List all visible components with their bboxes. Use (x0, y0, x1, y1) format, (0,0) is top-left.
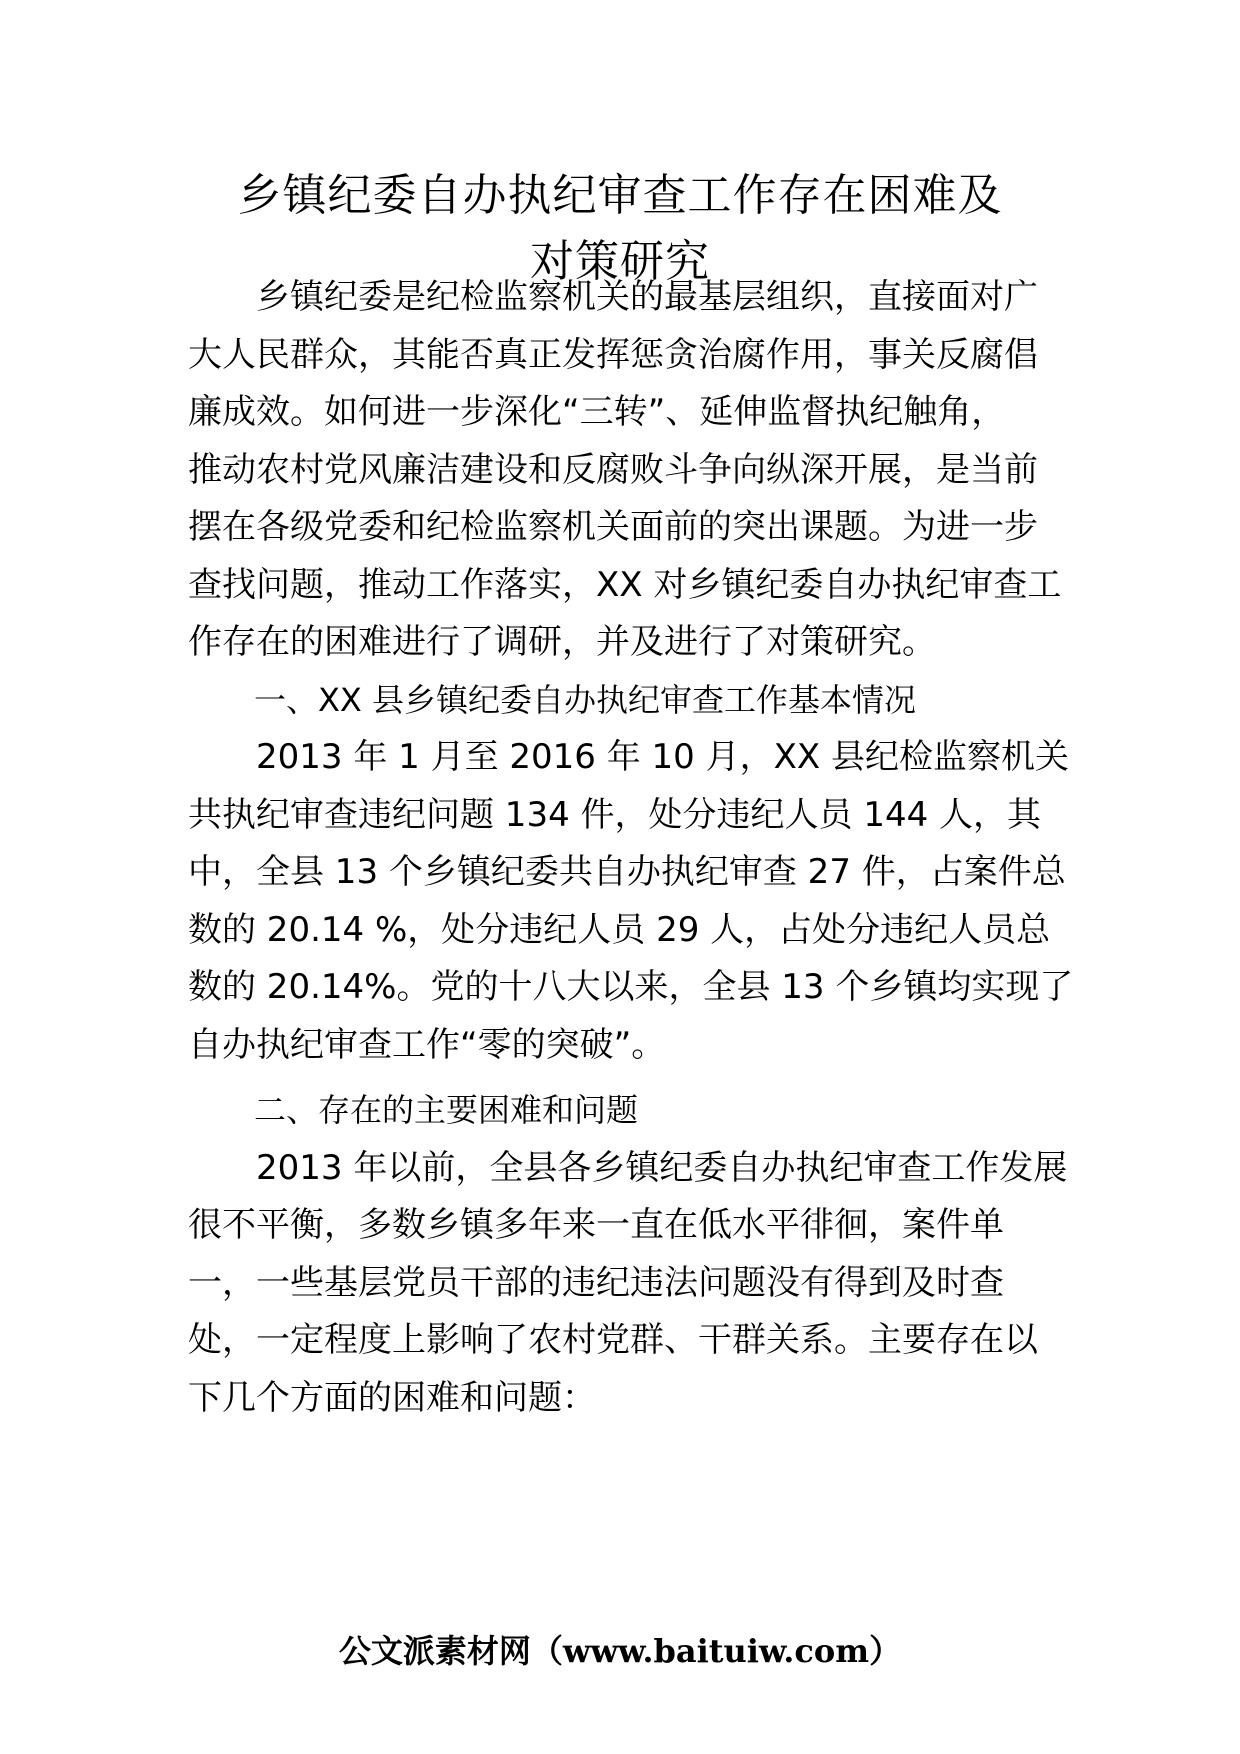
document-title-line-2: 对策研究 (530, 236, 710, 287)
section-2-line: 处，一定程度上影响了农村党群、干群关系。主要存在以 (188, 1320, 1038, 1360)
section-2-heading: 二、存在的主要困难和问题 (254, 1091, 639, 1129)
section-1-heading: 一、XX 县乡镇纪委自办执纪审查工作基本情况 (254, 681, 917, 719)
section-2-line: 一，一些基层党员干部的违纪违法问题没有得到及时查 (188, 1263, 1004, 1303)
section-1-line: 中，全县 13 个乡镇纪委共自办执纪审查 27 件，占案件总 (188, 852, 1066, 892)
intro-line: 作存在的困难进行了调研，并及进行了对策研究。 (188, 622, 936, 662)
intro-line: 摆在各级党委和纪检监察机关面前的突出课题。为进一步 (188, 507, 1038, 547)
section-2-line: 下几个方面的困难和问题： (188, 1378, 596, 1418)
intro-line: 廉成效。如何进一步深化“三转”、延伸监督执纪触角， (188, 392, 1006, 432)
document-title-line-1: 乡镇纪委自办执纪审查工作存在困难及 (237, 170, 1003, 221)
intro-line: 推动农村党风廉洁建设和反腐败斗争向纵深开展，是当前 (188, 450, 1038, 490)
section-2-line: 很不平衡，多数乡镇多年来一直在低水平徘徊，案件单 (188, 1205, 1004, 1245)
section-2-line: 2013 年以前，全县各乡镇纪委自办执纪审查工作发展 (188, 1148, 1068, 1188)
section-1-line: 2013 年 1 月至 2016 年 10 月，XX 县纪检监察机关 (188, 737, 1069, 777)
section-1-line: 自办执纪审查工作“零的突破”。 (188, 1025, 666, 1065)
section-1-line: 数的 20.14 %，处分违纪人员 29 人，占处分违纪人员总 (188, 910, 1051, 950)
section-1-line: 共执纪审查违纪问题 134 件，处分违纪人员 144 人，其 (188, 795, 1042, 835)
section-1-line: 数的 20.14%。党的十八大以来，全县 13 个乡镇均实现了 (188, 967, 1074, 1007)
intro-line: 大人民群众，其能否真正发挥惩贪治腐作用，事关反腐倡 (188, 335, 1038, 375)
source-watermark-footer: 公文派素材网（www.baituiw.com） (338, 1632, 902, 1670)
intro-line: 查找问题，推动工作落实，XX 对乡镇纪委自办执纪审查工 (188, 565, 1062, 605)
intro-line: 乡镇纪委是纪检监察机关的最基层组织，直接面对广 (188, 277, 1038, 317)
